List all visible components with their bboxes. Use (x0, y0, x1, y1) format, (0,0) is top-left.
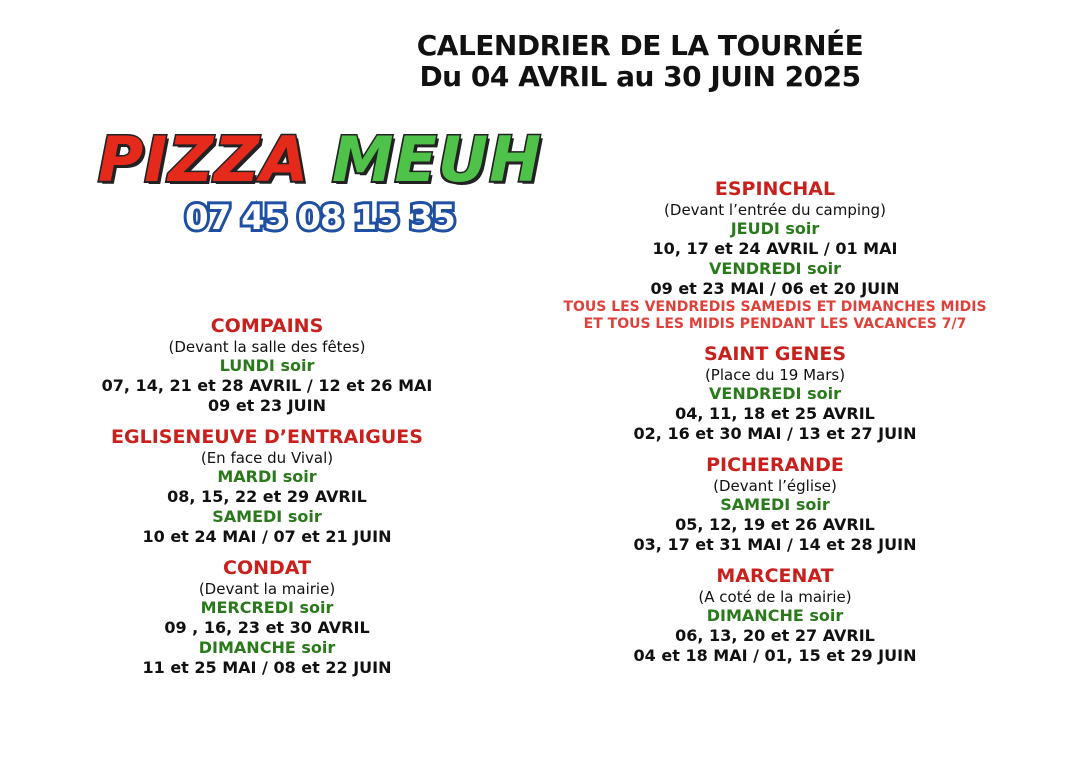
title-line-1: CALENDRIER DE LA TOURNÉE (416, 29, 864, 62)
logo-wordmark (96, 124, 544, 196)
town-name: CONDAT (223, 557, 311, 579)
day-label: DIMANCHE soir (706, 606, 844, 625)
title-line-2: Du 04 AVRIL au 30 JUIN 2025 (419, 60, 861, 93)
dates: 09 et 23 MAI / 06 et 20 JUIN (650, 279, 900, 298)
right-column (530, 178, 1020, 676)
town-name: EGLISENEUVE D’ENTRAIGUES (111, 426, 423, 448)
location-compains (80, 315, 454, 416)
location-marcenat (530, 565, 1020, 666)
day-label: VENDREDI soir (709, 259, 841, 278)
town-name: MARCENAT (716, 565, 834, 587)
town-name: COMPAINS (210, 315, 324, 337)
day-label: LUNDI soir (219, 356, 315, 375)
dates: 11 et 25 MAI / 08 et 22 JUIN (142, 658, 392, 677)
dates: 03, 17 et 31 MAI / 14 et 28 JUIN (633, 535, 917, 554)
midi-note: ET TOUS LES MIDIS PENDANT LES VACANCES 7/7 (583, 316, 967, 332)
town-name: SAINT GENES (703, 343, 847, 365)
day-label: MERCREDI soir (200, 598, 334, 617)
day-label: VENDREDI soir (709, 384, 841, 403)
town-place: (En face du Vival) (200, 449, 334, 467)
dates: 08, 15, 22 et 29 AVRIL (167, 487, 367, 506)
dates: 10 et 24 MAI / 07 et 21 JUIN (142, 527, 392, 546)
town-place: (Devant la salle des fêtes) (168, 338, 366, 356)
town-place: (Devant la mairie) (198, 580, 336, 598)
logo-word-pizza: PIZZA (97, 123, 310, 196)
dates: 06, 13, 20 et 27 AVRIL (675, 626, 875, 645)
town-name: PICHERANDE (706, 454, 844, 476)
page-title (340, 30, 940, 92)
location-espinchal (530, 178, 1020, 333)
dates: 09 , 16, 23 et 30 AVRIL (164, 618, 370, 637)
dates: 09 et 23 JUIN (207, 396, 327, 415)
location-egliseneuve (80, 426, 454, 547)
day-label: JEUDI soir (730, 219, 820, 238)
town-place: (A coté de la mairie) (698, 588, 852, 606)
midi-note: TOUS LES VENDREDIS SAMEDIS ET DIMANCHES MIDIS (563, 299, 987, 315)
town-place: (Place du 19 Mars) (704, 366, 846, 384)
day-label: MARDI soir (217, 467, 317, 486)
left-column (80, 315, 454, 688)
dates: 02, 16 et 30 MAI / 13 et 27 JUIN (633, 424, 917, 443)
dates: 05, 12, 19 et 26 AVRIL (675, 515, 875, 534)
location-picherande (530, 454, 1020, 555)
town-place: (Devant l’église) (713, 477, 837, 495)
location-saint-genes (530, 343, 1020, 444)
day-label: DIMANCHE soir (198, 638, 336, 657)
day-label: SAMEDI soir (212, 507, 322, 526)
pizza-meuh-logo (96, 124, 544, 238)
town-name: ESPINCHAL (714, 178, 836, 200)
day-label: SAMEDI soir (720, 495, 830, 514)
dates: 10, 17 et 24 AVRIL / 01 MAI (652, 239, 898, 258)
dates: 04 et 18 MAI / 01, 15 et 29 JUIN (633, 646, 917, 665)
location-condat (80, 557, 454, 678)
dates: 07, 14, 21 et 28 AVRIL / 12 et 26 MAI (101, 376, 433, 395)
phone-number: 07 45 08 15 35 (185, 198, 455, 238)
logo-word-meuh: MEUH (331, 123, 543, 196)
town-place: (Devant l’entrée du camping) (664, 201, 886, 219)
dates: 04, 11, 18 et 25 AVRIL (675, 404, 875, 423)
